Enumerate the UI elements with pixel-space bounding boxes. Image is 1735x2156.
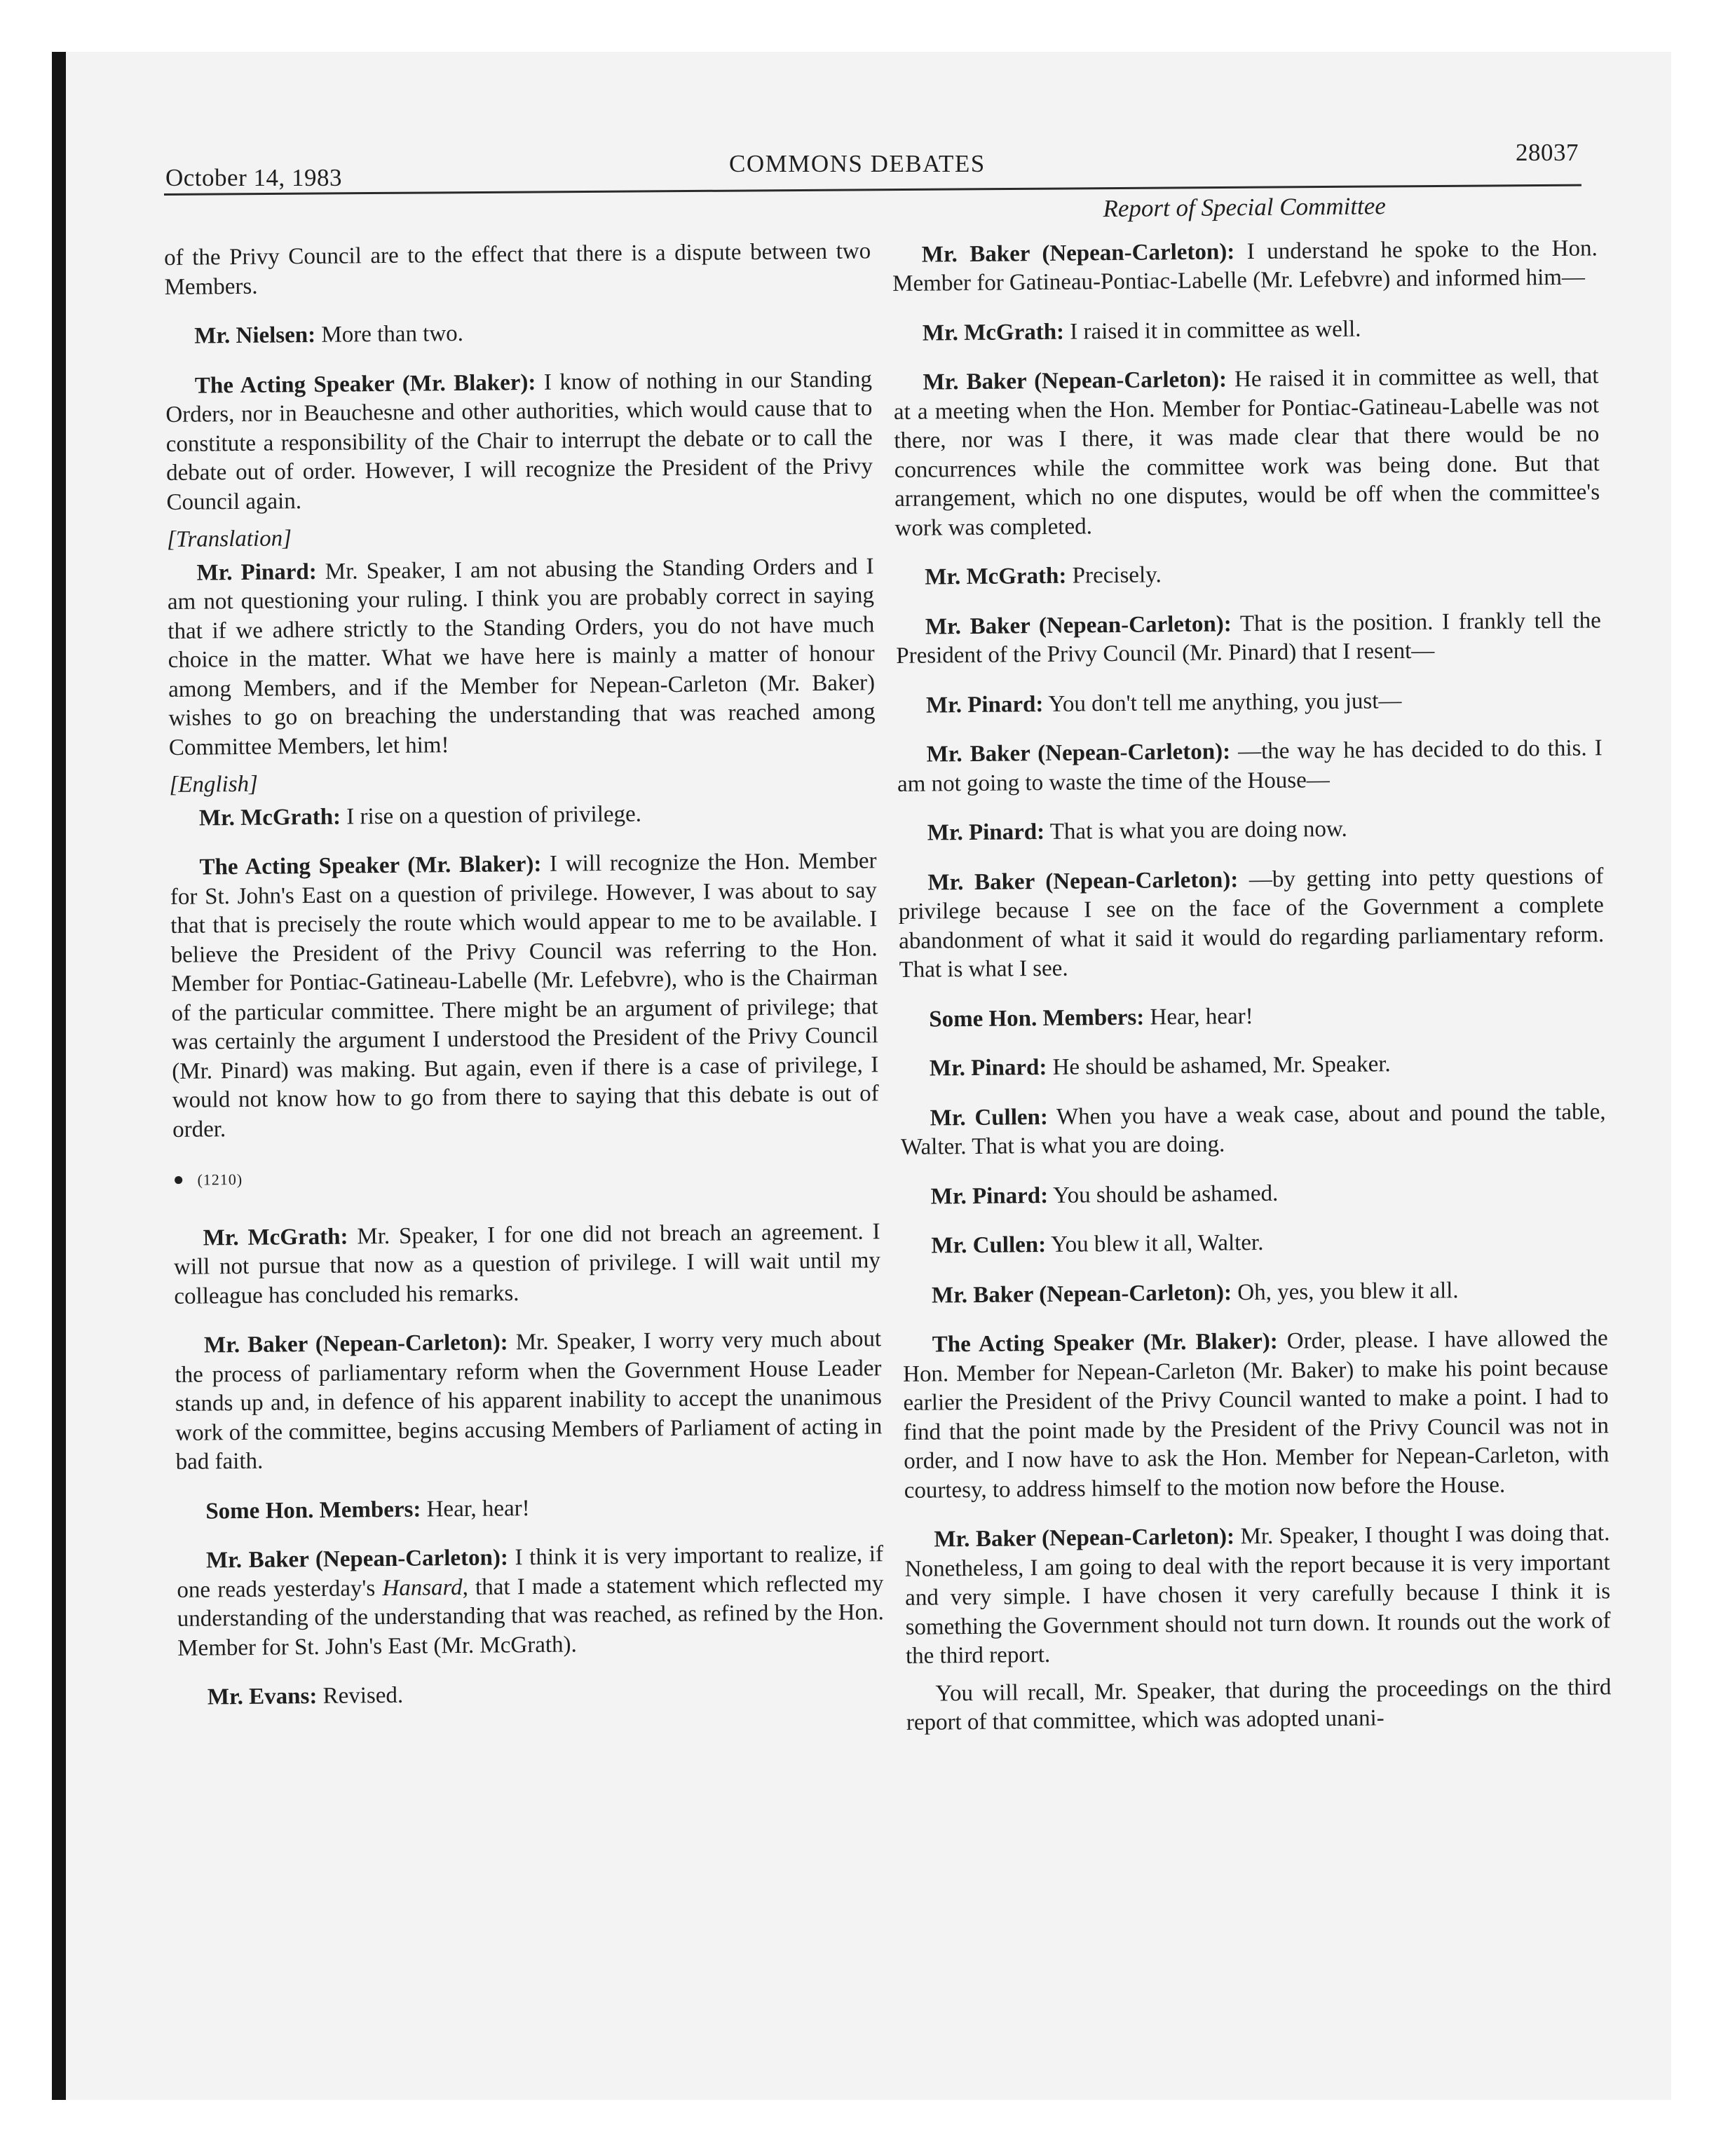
header-page-number: 28037: [1516, 139, 1579, 166]
speech: Mr. McGrath: Mr. Speaker, I for one did not breach an agreement. I will not pursue that now as a question of privilege. I will wait until my colleague has concluded his remarks.: [173, 1218, 881, 1309]
speaker-name: Mr. Baker (Nepean-Carleton):: [934, 1524, 1235, 1553]
speaker-name: Mr. Baker (Nepean-Carleton):: [923, 367, 1227, 395]
speech: Mr. Baker (Nepean-Carleton): He raised it in committee as well, that at a meeting when the Hon. Member for Pontiac-Gatineau-Labelle was not there, nor was I there, it was made clear that there would be no concurrences while the committee work was being done. But that arrangement, which no one disputes, would be off when the committee's work was completed.: [893, 363, 1600, 541]
speech: Some Hon. Members: Hear, hear!: [929, 1003, 1253, 1032]
section-heading: Report of Special Committee: [1103, 192, 1387, 223]
speaker-name: The Acting Speaker (Mr. Blaker):: [199, 851, 542, 880]
header-date: October 14, 1983: [165, 164, 342, 191]
speaker-name: Some Hon. Members:: [929, 1004, 1145, 1032]
speech: Mr. Baker (Nepean-Carleton): That is the position. I frankly tell the President of the Privy Council (Mr. Pinard) that I resent—: [896, 607, 1602, 669]
speech: Mr. McGrath: I raised it in committee as well.: [922, 316, 1361, 346]
paragraph: of the Privy Council are to the effect that there is a dispute between two Members.: [164, 238, 871, 300]
speaker-name: Mr. Baker (Nepean-Carleton):: [921, 238, 1235, 268]
speaker-name: Mr. McGrath:: [198, 804, 341, 831]
speaker-name: Mr. Pinard:: [196, 559, 317, 586]
speech: Mr. Baker (Nepean-Carleton): —the way he has decided to do this. I am not going to waste the time of the House—: [897, 735, 1603, 797]
time-marker: ● (1210): [172, 1168, 243, 1189]
speech: Mr. Evans: Revised.: [207, 1682, 404, 1710]
speech: Mr. Baker (Nepean-Carleton): I think it is very important to realize, if one reads yesterday's Hansard, that I made a statement which reflected my understanding of the understanding that was reached, as refined by the Hon. Member for St. John's East (Mr. McGrath).: [177, 1541, 884, 1661]
right-column: [892, 189, 1612, 1758]
speaker-name: Mr. McGrath:: [922, 319, 1065, 346]
speaker-name: Mr. McGrath:: [203, 1224, 348, 1251]
speech: Mr. McGrath: I rise on a question of privilege.: [198, 801, 642, 831]
speaker-name: Mr. Pinard:: [930, 1182, 1049, 1210]
speech: Mr. McGrath: Precisely.: [925, 562, 1162, 590]
speaker-name: Mr. McGrath:: [925, 563, 1067, 590]
speaker-name: Mr. Baker (Nepean-Carleton):: [927, 866, 1239, 896]
speech: Mr. Baker (Nepean-Carleton): I understand he spoke to the Hon. Member for Gatineau-Pontiac-Labelle (Mr. Lefebvre) and informed him—: [892, 235, 1598, 296]
speech: Mr. Cullen: You blew it all, Walter.: [931, 1229, 1264, 1259]
speech: Mr. Baker (Nepean-Carleton): Oh, yes, you blew it all.: [931, 1277, 1459, 1309]
speaker-name: Mr. Cullen:: [930, 1104, 1049, 1131]
speaker-name: Mr. Pinard:: [927, 819, 1045, 846]
speaker-name: Mr. Baker (Nepean-Carleton):: [205, 1545, 509, 1574]
speech: Some Hon. Members: Hear, hear!: [205, 1495, 530, 1524]
speech: Mr. Pinard: You should be ashamed.: [930, 1180, 1279, 1210]
speech: Mr. Baker (Nepean-Carleton): Mr. Speaker, I thought I was doing that. Nonetheless, I am going to deal with the report because it is very important and very simple. I have chosen it very carefully because I think it is something the Government should not turn down. It rounds out the work of the third report.: [904, 1520, 1611, 1669]
speaker-name: Mr. Evans:: [207, 1684, 318, 1710]
header-title: COMMONS DEBATES: [729, 150, 986, 177]
speaker-name: The Acting Speaker (Mr. Blaker):: [932, 1328, 1278, 1358]
language-tag: [Translation]: [166, 526, 292, 552]
speech: Mr. Pinard: That is what you are doing now.: [927, 816, 1347, 846]
speaker-name: Mr. Baker (Nepean-Carleton):: [926, 739, 1231, 767]
speaker-name: Some Hon. Members:: [205, 1496, 421, 1524]
speech: The Acting Speaker (Mr. Blaker): I will recognize the Hon. Member for St. John's East on a question of privilege. However, I was about to say that that is precisely the route which would appear to me to be available. I believe the President of the Privy Council was referring to the Hon. Member for Pontiac-Gatineau-Labelle (Mr. Lefebvre), who is the Chairman of the particular committee. There might be an argument of privilege; that was certainly the argument I understood the President of the Privy Council (Mr. Pinard) was making. But again, even if there is a case of privilege, I would not know how to go from there to saying that this debate is out of order.: [170, 848, 879, 1142]
speaker-name: Mr. Cullen:: [931, 1231, 1047, 1259]
speaker-name: Mr. Pinard:: [925, 691, 1044, 718]
speaker-name: Mr. Baker (Nepean-Carleton):: [925, 610, 1232, 640]
speech: Mr. Pinard: He should be ashamed, Mr. Speaker.: [929, 1051, 1391, 1082]
speaker-name: The Acting Speaker (Mr. Blaker):: [194, 369, 536, 399]
speech: Mr. Baker (Nepean-Carleton): —by getting into petty questions of privilege because I see on the face of the Government a complete abandonment of what it said it would do regarding parliamentary reform. That is what I see.: [898, 863, 1605, 983]
speech: Mr. Baker (Nepean-Carleton): Mr. Speaker, I worry very much about the process of parliamentary reform when the Government House Leader stands up and, in defence of his apparent inability to accept the unanimous work of the committee, begins accusing Members of Parliament of acting in bad faith.: [175, 1326, 883, 1475]
left-column: [164, 237, 885, 1733]
speech: Mr. Pinard: Mr. Speaker, I am not abusing the Standing Orders and I am not questioning your ruling. I think you are probably correct in saying that if we adhere strictly to the Standing Orders, you do not have much choice in the matter. What we have here is mainly a matter of honour among Members, and if the Member for Nepean-Carleton (Mr. Baker) wishes to go on breaching the understanding that was reached among Committee Members, let him!: [167, 553, 876, 760]
scan-border: [52, 52, 66, 2100]
speech: Mr. Pinard: You don't tell me anything, you just—: [925, 688, 1402, 718]
speaker-name: Mr. Pinard:: [929, 1054, 1047, 1082]
speaker-name: Mr. Baker (Nepean-Carleton):: [931, 1279, 1232, 1309]
language-tag: [English]: [169, 771, 259, 798]
speech: Mr. Nielsen: More than two.: [194, 320, 464, 349]
bullet-icon: ●: [172, 1168, 185, 1189]
speech: Mr. Cullen: When you have a weak case, about and pound the table, Walter. That is what you are doing.: [900, 1098, 1606, 1160]
speaker-name: Mr. Nielsen:: [194, 322, 316, 349]
speech: The Acting Speaker (Mr. Blaker): Order, please. I have allowed the Hon. Member for Nepean-Carleton (Mr. Baker) to make his point because earlier the President of the Privy Council wanted to make a point. I had to find that the point made by the President of the Privy Council was not in order, and I now have to ask the Hon. Member for Nepean-Carleton, with courtesy, to address himself to the motion now before the House.: [902, 1325, 1610, 1503]
speech: The Acting Speaker (Mr. Blaker): I know of nothing in our Standing Orders, nor in Beauchesne and other authorities, which would cause that to constitute a responsibility of the Chair to interrupt the debate or to call the debate out of order. However, I will recognize the President of the Privy Council again.: [165, 366, 873, 515]
paragraph: You will recall, Mr. Speaker, that during the proceedings on the third report of that committee, which was adopted unani-: [906, 1674, 1612, 1735]
speaker-name: Mr. Baker (Nepean-Carleton):: [203, 1330, 508, 1358]
